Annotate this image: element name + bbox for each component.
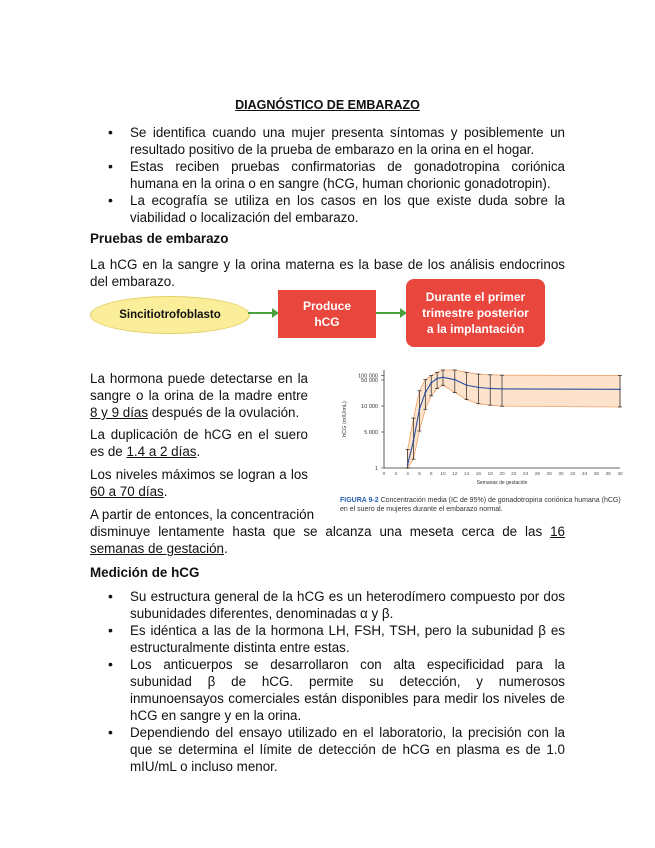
- side-paragraph-maximos: [90, 466, 308, 500]
- text-span: disminuye lentamente hasta que se alcanza una meseta cerca de las: [90, 524, 551, 539]
- arrow-right-icon: [248, 306, 280, 320]
- text-span: .: [163, 484, 168, 499]
- mean-point: [454, 379, 456, 381]
- list-item: • Estas reciben pruebas confirmatorias de gonadotropina coriónica humana en la orina o en sangre (hCG, human chorionic gonadotropin).: [90, 158, 565, 192]
- arrow-right-icon: [376, 306, 408, 320]
- side-paragraph-deteccion: [90, 370, 308, 421]
- mean-point: [419, 408, 421, 410]
- flow-step-label: trimestre posterior: [422, 306, 529, 320]
- x-tick-label: 18: [487, 472, 493, 477]
- flow-step-produce-hcg: [278, 290, 376, 338]
- measurement-bullet-list: [90, 588, 565, 775]
- mean-point: [489, 388, 491, 390]
- mean-point: [430, 382, 432, 384]
- y-tick-label: 5 000: [364, 430, 378, 436]
- x-axis-label: Semanas de gestación: [476, 480, 528, 486]
- flow-step-label: Produce: [302, 299, 351, 313]
- underlined-text: 1.4 a 2 días: [126, 444, 197, 459]
- mean-point: [424, 392, 426, 394]
- mean-point: [619, 388, 621, 390]
- x-tick-label: 26: [534, 472, 541, 477]
- y-axis-label: hCG (mIU/mL): [342, 401, 348, 437]
- intro-bullet-list: [90, 124, 565, 226]
- flow-step-label: hCG: [314, 315, 340, 329]
- x-tick-label: 30: [558, 472, 564, 477]
- y-tick-label: 100 000: [358, 373, 378, 380]
- x-tick-label: 2: [394, 472, 398, 477]
- flow-step-primer-trimestre: [406, 279, 545, 347]
- x-tick-label: 16: [475, 472, 482, 477]
- mean-point: [478, 386, 480, 388]
- x-tick-label: 4: [406, 472, 409, 477]
- confidence-band: [408, 370, 620, 468]
- figure-caption: [340, 496, 625, 514]
- section-heading-pruebas: Pruebas de embarazo: [90, 231, 229, 246]
- page-title: DIAGNÓSTICO DE EMBARAZO: [235, 98, 420, 112]
- x-tick-label: 28: [546, 472, 552, 477]
- text-span: La hormona puede detectarse en la sangre o la orina de la madre entre: [90, 371, 308, 403]
- section-paragraph: La hCG en la sangre y la orina materna es la base de los análisis endocrinos del embarazo.: [90, 257, 565, 289]
- x-tick-label: 10: [440, 472, 446, 477]
- mean-point: [436, 378, 438, 380]
- list-item: • Su estructura general de la hCG es un heterodímero compuesto por dos subunidades diferentes, denominadas α y β.: [90, 588, 565, 622]
- mean-point: [501, 388, 503, 390]
- caption-text: Concentración media (IC de 95%) de gonadotropina coriónica humana (hCG) en el suero de mujeres durante el embarazo normal.: [340, 497, 621, 513]
- side-paragraph-concentracion-line1: A partir de entonces, la concentración: [90, 507, 315, 522]
- hcg-concentration-chart: [336, 354, 626, 494]
- x-tick-label: 8: [429, 472, 433, 477]
- x-tick-label: 24: [522, 472, 529, 477]
- flow-step-label: a la implantación: [426, 322, 525, 336]
- y-tick-label: 10 000: [361, 404, 378, 410]
- text-span: después de la ovulación.: [148, 405, 300, 420]
- mean-point: [466, 384, 468, 386]
- mean-point: [413, 440, 415, 442]
- x-tick-label: 32: [570, 472, 576, 477]
- x-tick-label: 36: [593, 472, 600, 477]
- y-tick-label: 1: [374, 466, 378, 472]
- x-tick-label: 34: [581, 472, 588, 477]
- list-item: • Los anticuerpos se desarrollaron con alta especificidad para la subunidad β de hCG. permite su detección, y numerosos inmunoensayos comerciales están disponibles para medir los niveles de hCG en sangre y en la orina.: [90, 656, 565, 724]
- x-tick-label: 12: [452, 472, 458, 477]
- text-span: La duplicación de hCG en el suero es de: [90, 427, 308, 459]
- x-tick-label: 40: [617, 472, 623, 477]
- list-item: • La ecografía se utiliza en los casos en los que existe duda sobre la viabilidad o localización del embarazo.: [90, 192, 565, 226]
- list-item: • Es idéntica a las de la hormona LH, FSH, TSH, pero la subunidad β es estructuralmente distinta entre estas.: [90, 622, 565, 656]
- x-tick-label: 14: [463, 472, 470, 477]
- mean-point: [407, 464, 409, 466]
- section-heading-medicion: Medición de hCG: [90, 565, 200, 580]
- flow-step-sincitiotrofoblasto: [90, 296, 250, 334]
- x-tick-label: 6: [418, 472, 421, 477]
- underlined-text: 8 y 9 días: [90, 405, 149, 420]
- x-tick-label: 0: [382, 472, 386, 477]
- text-span: .: [224, 541, 228, 556]
- flow-step-label: Sincitiotrofoblasto: [119, 309, 221, 321]
- underlined-text: 60 a 70 días: [90, 484, 164, 499]
- text-span: .: [196, 444, 201, 459]
- y-tick-label: 50 000: [361, 378, 378, 384]
- flow-step-label: Durante el primer: [425, 290, 526, 304]
- side-paragraph-duplicacion: [90, 426, 308, 460]
- x-tick-label: 38: [605, 472, 611, 477]
- list-item: • Dependiendo del ensayo utilizado en el laboratorio, la precisión con la que se determina el límite de detección de hCG en plasma es de 1.0 mIU/mL o incluso menor.: [90, 724, 565, 775]
- x-tick-label: 22: [511, 472, 517, 477]
- mean-point: [442, 376, 444, 378]
- caption-label: FIGURA 9-2: [340, 497, 379, 504]
- text-span: Los niveles máximos se logran a los: [90, 467, 308, 482]
- list-item: • Se identifica cuando una mujer presenta síntomas y posiblemente un resultado positivo de la prueba de embarazo en la orina en el hogar.: [90, 124, 565, 158]
- underlined-text: 16 semanas de gestación: [90, 524, 565, 556]
- x-tick-label: 20: [499, 472, 505, 477]
- side-paragraph-concentracion-line2: [90, 523, 565, 557]
